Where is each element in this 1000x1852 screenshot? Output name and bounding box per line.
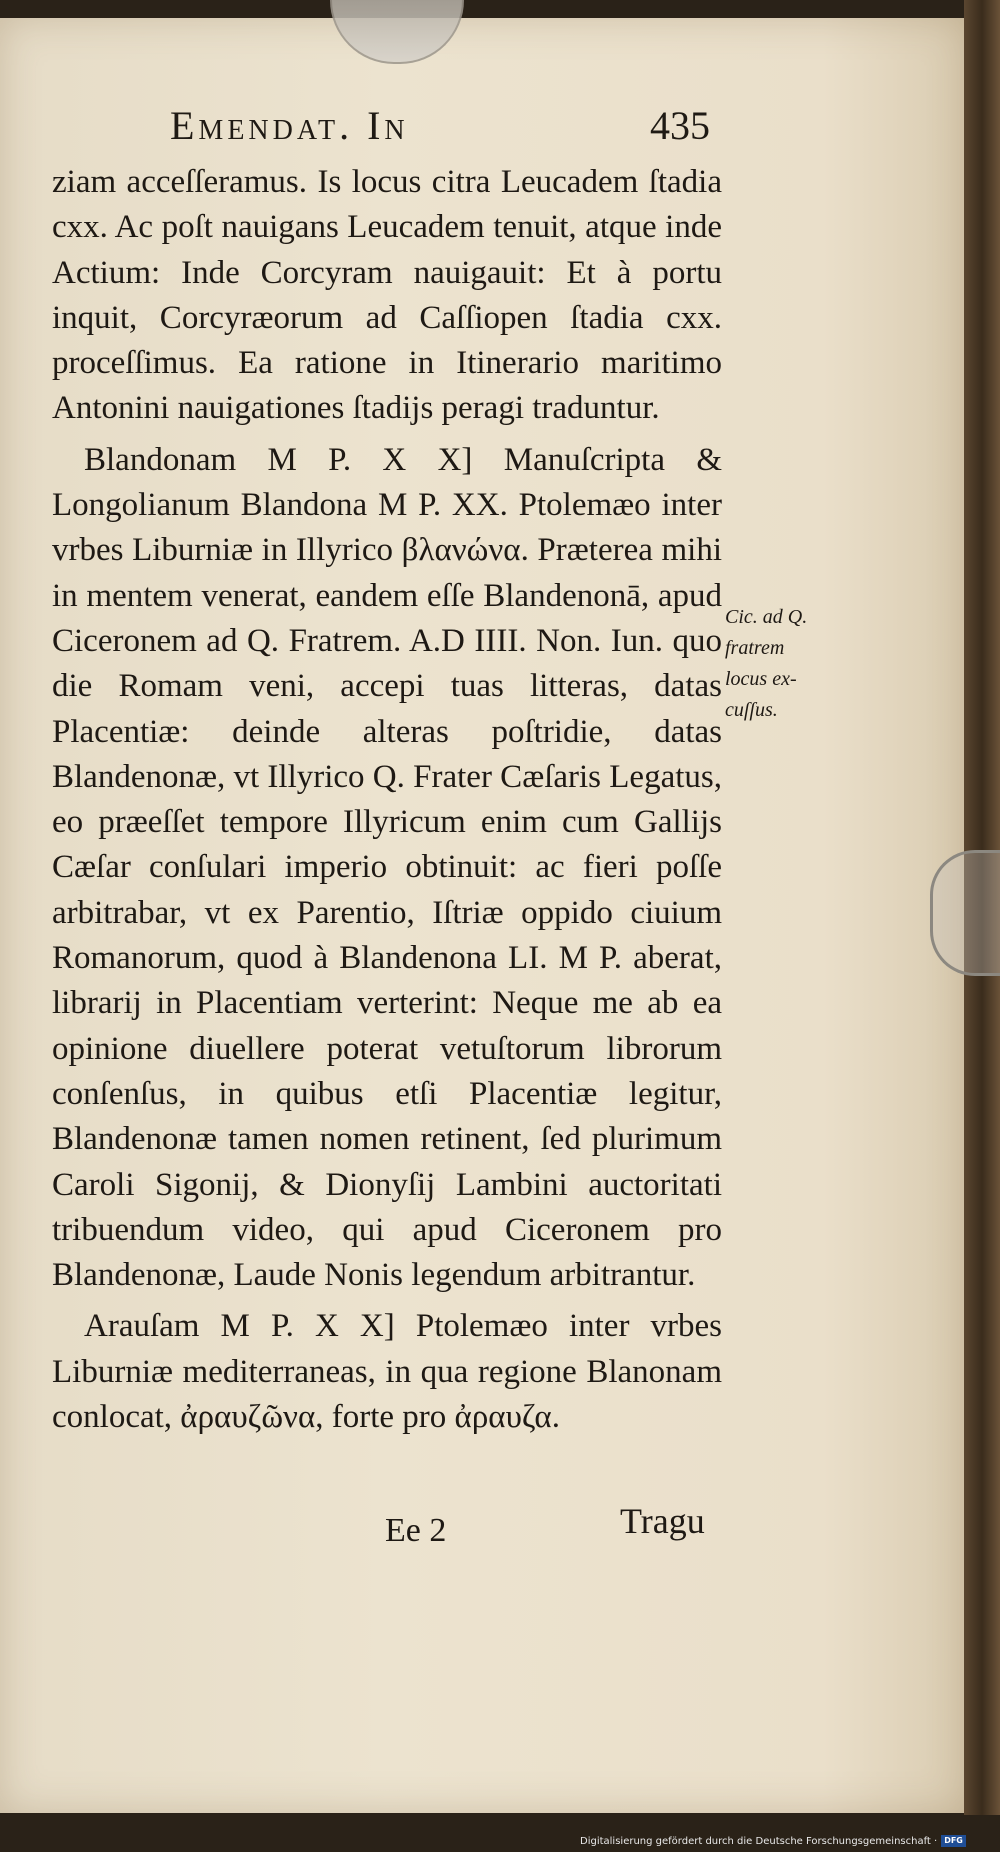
marginal-note-line: cuſſus. bbox=[725, 699, 778, 721]
signature-mark: Ee 2 bbox=[385, 1512, 447, 1549]
marginal-note bbox=[725, 602, 825, 752]
paragraph: Blandonam M P. X X] Manuſcripta & Longolianum Blandona M P. XX. Ptolemæo inter vrbes Liburniæ in Illyrico βλανώνα. Præterea mihi in mentem venerat, eandem eſſe Blandenonā, apud Ciceronem ad Q. Fratrem. A.D IIII. Non. Iun. quo die Romam veni, accepi tuas litteras, datas Placentiæ: deinde alteras poſtridie, datas Blandenonæ, vt Illyrico Q. Frater Cæſaris Legatus, eo præeſſet tempore Illyricum enim cum Gallijs Cæſar conſulari imperio obtinuit: ac fieri poſſe arbitrabar, vt ex Parentio, Iſtriæ oppido ciuium Romanorum, quod à Blandenona LI. M P. aberat, librarij in Placentiam verterint: Neque me ab ea opinione diuellere poterat vetuſtorum librorum conſenſus, in quibus etſi Placentiæ legitur, Blandenonæ tamen nomen retinent, ſed plurimum Caroli Sigonij, & Dionyſij Lambini auctoritati tribuendum video, qui apud Ciceronem pro Blandenonæ, Laude Nonis legendum arbitrantur. bbox=[52, 441, 722, 1294]
running-title: Emendat. In bbox=[170, 103, 409, 148]
marginal-note-line: fratrem bbox=[725, 637, 785, 659]
marginal-note-line: locus ex- bbox=[725, 668, 797, 690]
page-number: 435 bbox=[650, 103, 710, 148]
paragraph: Arauſam M P. X X] Ptolemæo inter vrbes Liburniæ mediterraneas, in qua regione Blanonam conlocat, ἀραυζῶνα, forte pro ἀραυζα. bbox=[52, 1308, 722, 1436]
dfg-logo: DFG bbox=[941, 1835, 966, 1847]
main-text bbox=[52, 160, 722, 1520]
catchword: Tragu bbox=[620, 1501, 705, 1541]
credit-text: Digitalisierung gefördert durch die Deutsche Forschungsgemeinschaft · bbox=[580, 1835, 938, 1847]
digitization-credit bbox=[580, 1832, 998, 1850]
book-clip-side bbox=[930, 850, 1000, 976]
marginal-note-line: Cic. ad Q. bbox=[725, 606, 808, 628]
page-header bbox=[170, 102, 710, 154]
paragraph: ziam acceſſeramus. Is locus citra Leucadem ſtadia cxx. Ac poſt nauigans Leucadem tenuit, atque inde Actium: Inde Corcyram nauigauit: Et à portu inquit, Corcyræorum ad Caſſiopen ſtadia cxx. proceſſimus. Ea ratione in Itinerario maritimo Antonini nauigationes ſtadijs peragi traduntur. bbox=[52, 164, 722, 427]
